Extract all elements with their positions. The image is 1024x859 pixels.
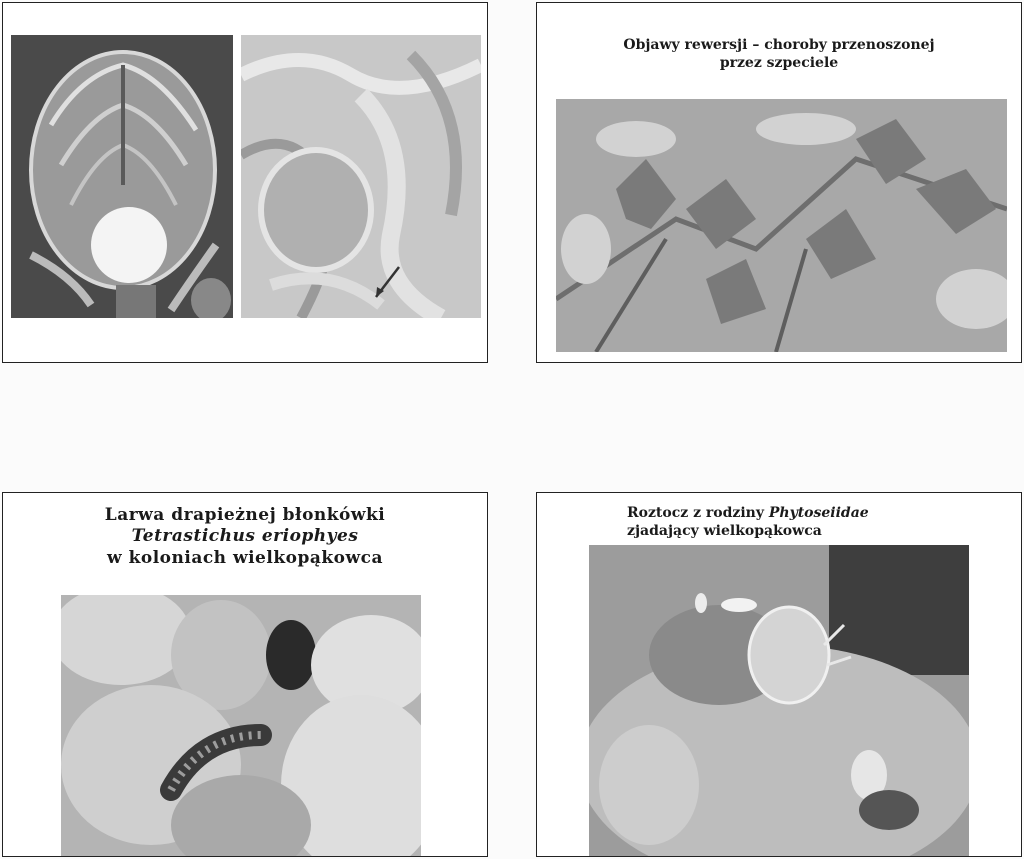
family-name: Phytoseiidae (768, 505, 869, 521)
reversion-symptoms-leaves-image (556, 99, 1007, 352)
title-line: Objawy rewersji – choroby przenoszonej (623, 37, 935, 53)
slide-title (557, 37, 1001, 72)
title-line: Larwa drapieżnej błonkówki (104, 505, 386, 525)
slide-reversion-symptoms (536, 2, 1022, 363)
slide-bud-photos (2, 2, 488, 363)
slide-phytoseiid-mite (536, 492, 1022, 857)
slide-title (627, 505, 1001, 540)
title-line: w koloniach wielkopąkowca (107, 547, 383, 568)
phytoseiid-mite-image (589, 545, 969, 856)
cross-section-bud-image (11, 35, 233, 318)
slide-title (23, 505, 467, 569)
predatory-wasp-larva-image (61, 595, 421, 856)
slide-predatory-wasp-larva (2, 492, 488, 857)
title-text: Roztocz z rodziny (627, 505, 769, 521)
title-line (627, 505, 1001, 523)
bud-closeup-with-arrow-image (241, 35, 481, 318)
title-line: zjadający wielkopąkowca (627, 522, 822, 539)
title-line: przez szpeciele (719, 54, 839, 71)
species-name: Tetrastichus eriophyes (131, 526, 359, 547)
